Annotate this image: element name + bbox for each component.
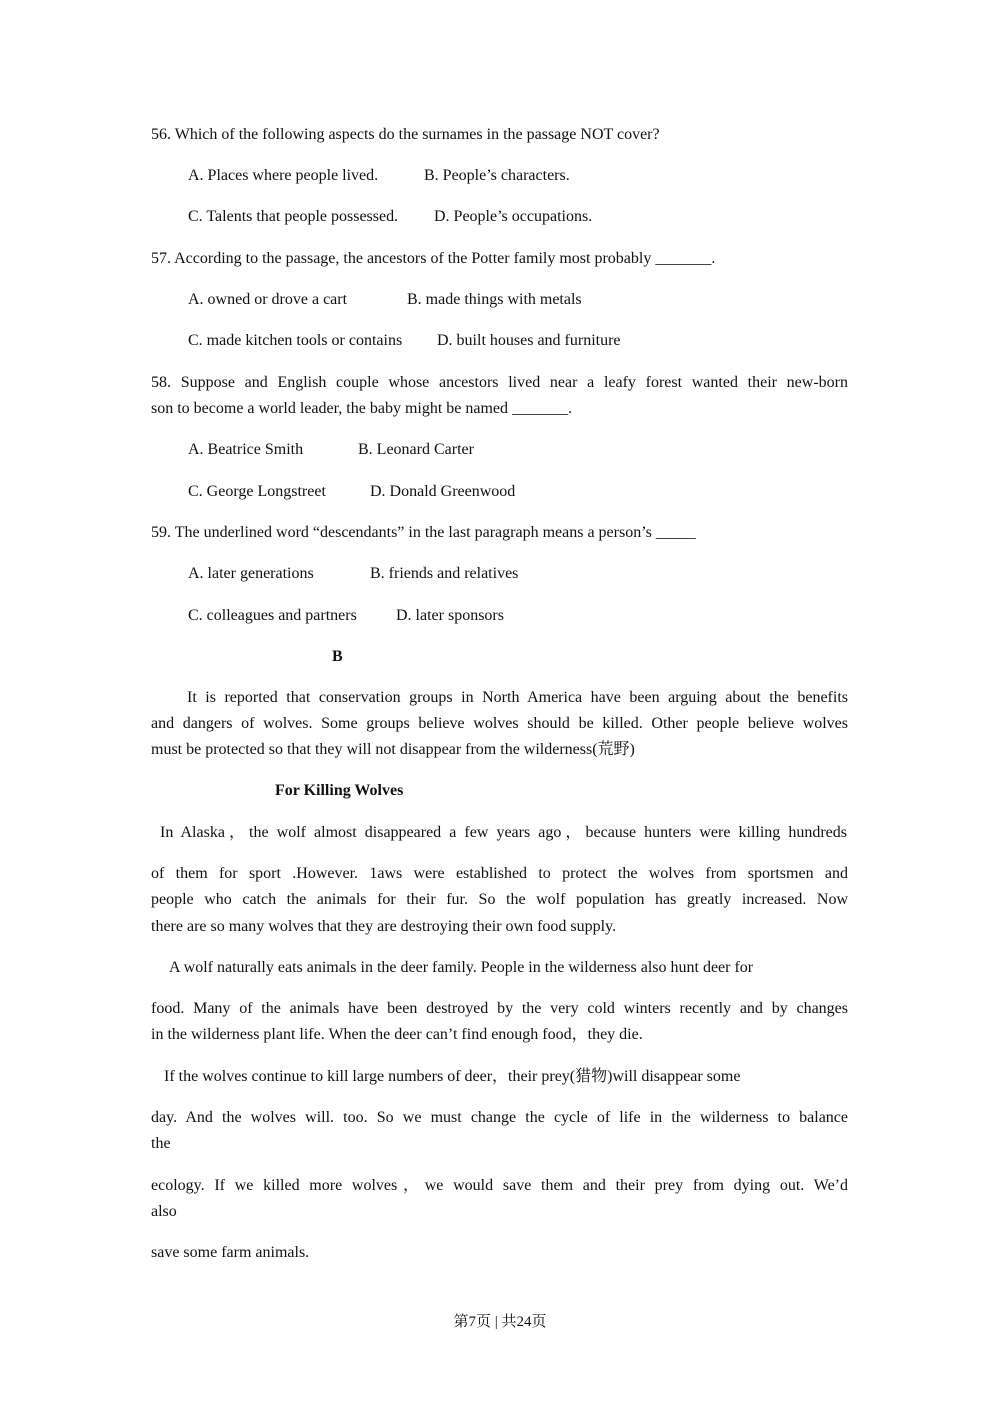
p3-line-4: ecology. If we killed more wolves，we would save them and their prey from dying out. We’d xyxy=(151,1177,848,1194)
q58-option-d: D. Donald Greenwood xyxy=(370,483,516,500)
q58-stem-line-2: son to become a world leader, the baby might be named _______. xyxy=(151,400,573,417)
intro-line-2: and dangers of wolves. Some groups believe wolves should be killed. Other people believe wolves xyxy=(151,715,848,732)
q58-stem-line-1: 58. Suppose and English couple whose ancestors lived near a leafy forest wanted their new-born xyxy=(151,374,848,391)
q59-option-c: C. colleagues and partners xyxy=(188,607,357,624)
q56-option-d: D. People’s occupations. xyxy=(434,208,593,225)
q57-option-d: D. built houses and furniture xyxy=(437,332,621,349)
q56-option-b: B. People’s characters. xyxy=(424,167,570,184)
q56-option-a: A. Places where people lived. xyxy=(188,167,379,184)
q58-option-c: C. George Longstreet xyxy=(188,483,326,500)
p3-line-5: also xyxy=(151,1203,177,1220)
q59-stem: 59. The underlined word “descendants” in the last paragraph means a person’s _____ xyxy=(151,524,696,541)
q59-option-a: A. later generations xyxy=(188,565,314,582)
q58-option-b: B. Leonard Carter xyxy=(358,441,474,458)
p1-line-4: there are so many wolves that they are destroying their own food supply. xyxy=(151,918,617,935)
q56-option-c: C. Talents that people possessed. xyxy=(188,208,399,225)
p2-line-1: A wolf naturally eats animals in the deer family. People in the wilderness also hunt deer for xyxy=(169,959,754,976)
q57-option-a: A. owned or drove a cart xyxy=(188,291,348,308)
intro-line-1: It is reported that conservation groups in North America have been arguing about the benefits xyxy=(187,689,848,706)
p1-line-2: of them for sport .However. 1aws were established to protect the wolves from sportsmen and xyxy=(151,865,848,882)
p3-line-2: day. And the wolves will. too. So we must change the cycle of life in the wilderness to balance xyxy=(151,1109,848,1126)
p1-line-1: In Alaska，the wolf almost disappeared a few years ago，because hunters were killing hundreds xyxy=(160,824,847,841)
section-heading: B xyxy=(332,648,343,665)
q59-option-d: D. later sponsors xyxy=(396,607,504,624)
p3-line-3: the xyxy=(151,1135,171,1152)
p1-line-3: people who catch the animals for their fur. So the wolf population has greatly increased. Now xyxy=(151,891,848,908)
p2-line-3: in the wilderness plant life. When the deer can’t find enough food，they die. xyxy=(151,1026,643,1043)
page-footer: 第7页 | 共24页 xyxy=(453,1314,547,1330)
intro-line-3: must be protected so that they will not disappear from the wilderness(荒野) xyxy=(151,741,635,758)
q58-option-a: A. Beatrice Smith xyxy=(188,441,304,458)
p2-line-2: food. Many of the animals have been destroyed by the very cold winters recently and by changes xyxy=(151,1000,848,1017)
q57-option-b: B. made things with metals xyxy=(407,291,582,308)
p3-line-6: save some farm animals. xyxy=(151,1244,310,1261)
p3-line-1: If the wolves continue to kill large numbers of deer，their prey(猎物)will disappear some xyxy=(164,1068,741,1085)
q56-stem: 56. Which of the following aspects do the surnames in the passage NOT cover? xyxy=(151,126,660,143)
q57-option-c: C. made kitchen tools or contains xyxy=(188,332,403,349)
q57-stem: 57. According to the passage, the ancestors of the Potter family most probably _______. xyxy=(151,250,716,267)
subheading: For Killing Wolves xyxy=(275,782,404,799)
q59-option-b: B. friends and relatives xyxy=(370,565,519,582)
